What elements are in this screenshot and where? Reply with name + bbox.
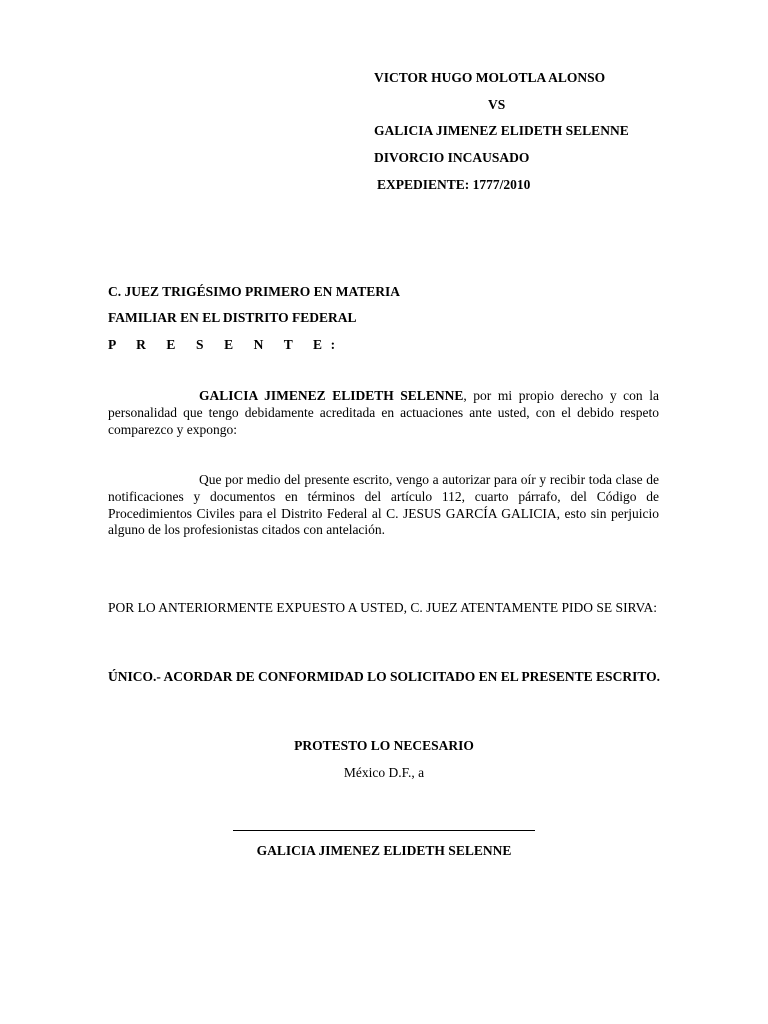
case-type: DIVORCIO INCAUSADO [374, 150, 530, 165]
intro-name: GALICIA JIMENEZ ELIDETH SELENNE [199, 388, 464, 403]
greeting: P R E S E N T E: [108, 337, 344, 352]
intro-paragraph [108, 388, 659, 438]
protest-line: PROTESTO LO NECESARIO [294, 738, 474, 753]
addressee-line-2: FAMILIAR EN EL DISTRITO FEDERAL [108, 310, 357, 325]
intro-text: , por mi propio derecho y con la personalidad que tengo debidamente acreditada en actuaciones ante usted, con el debido respeto comparezco y expongo: [108, 388, 659, 437]
petition-paragraph: ÚNICO.- ACORDAR DE CONFORMIDAD LO SOLICITADO EN EL PRESENTE ESCRITO. [108, 669, 660, 684]
authorization-text: Que por medio del presente escrito, vengo a autorizar para oír y recibir toda clase de notificaciones y documentos en términos del artículo 112, cuarto párrafo, del Código de Procedimientos Civiles para el Distrito Federal al C. JESUS GARCÍA GALICIA, esto sin perjuicio alguno de los profesionistas citados con antelación. [108, 472, 659, 538]
signatory-name: GALICIA JIMENEZ ELIDETH SELENNE [256, 843, 512, 858]
authorization-paragraph [108, 472, 659, 539]
party-1: VICTOR HUGO MOLOTLA ALONSO [374, 70, 606, 85]
request-paragraph: POR LO ANTERIORMENTE EXPUESTO A USTED, C. JUEZ ATENTAMENTE PIDO SE SIRVA: [108, 600, 657, 615]
party-2: GALICIA JIMENEZ ELIDETH SELENNE [374, 123, 629, 138]
signature-line [233, 830, 535, 831]
versus-label: VS [488, 97, 506, 112]
addressee-line-1: C. JUEZ TRIGÉSIMO PRIMERO EN MATERIA [108, 284, 401, 299]
file-number: EXPEDIENTE: 1777/2010 [377, 177, 531, 192]
place-date: México D.F., a [343, 765, 425, 780]
